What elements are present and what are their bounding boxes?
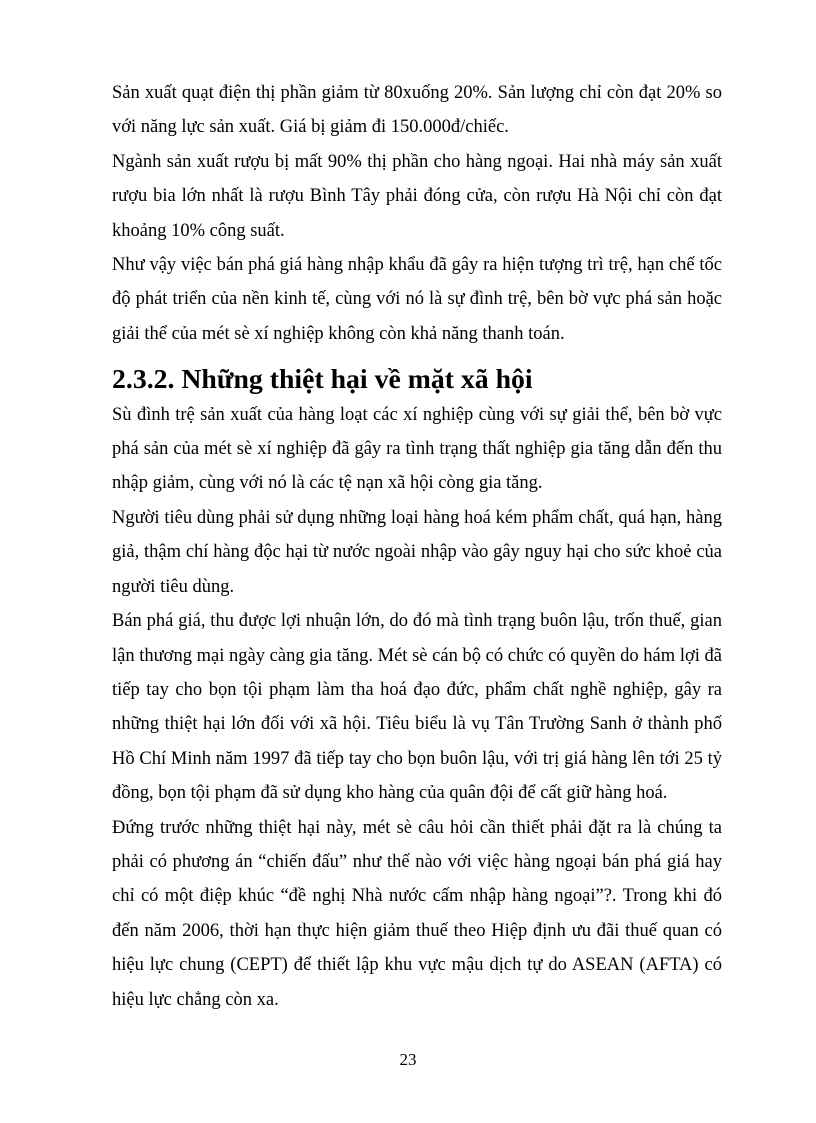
paragraph-smuggling: Bán phá giá, thu được lợi nhuận lớn, do đó mà tình trạng buôn lậu, trốn thuế, gian lận thương mại ngày càng gia tăng. Mét sè cán bộ có chức có quyền do hám lợi đã tiếp tay cho bọn tội phạm làm tha hoá đạo đức, phẩm chất nghề nghiệp, gây ra những thiệt hại lớn đối với xã hội. Tiêu biểu là vụ Tân Trường Sanh ở thành phố Hồ Chí Minh năm 1997 đã tiếp tay cho bọn buôn lậu, với trị giá hàng lên tới 25 tỷ đồng, bọn tội phạm đã sử dụng kho hàng của quân đội để cất giữ hàng hoá. [112, 611, 722, 804]
paragraph-fan-production: Sản xuất quạt điện thị phần giảm từ 80xuống 20%. Sản lượng chỉ còn đạt 20% so với năng lực sản xuất. Giá bị giảm đi 150.000đ/chiếc. [112, 83, 722, 138]
paragraph-economic-stagnation: Như vậy việc bán phá giá hàng nhập khẩu đã gây ra hiện tượng trì trệ, hạn chế tốc độ phát triển của nền kinh tế, cùng với nó là sự đình trệ, bên bờ vực phá sản hoặc giải thể của mét sè xí nghiệp không còn khả năng thanh toán. [112, 255, 722, 344]
page-number: 23 [399, 1050, 417, 1069]
paragraph-alcohol-industry: Ngành sản xuất rượu bị mất 90% thị phần cho hàng ngoại. Hai nhà máy sản xuất rượu bia lớn nhất là rượu Bình Tây phải đóng cửa, còn rượu Hà Nội chỉ còn đạt khoảng 10% công suất. [112, 151, 722, 241]
section-heading-social-damage: 2.3.2. Những thiệt hại về mặt xã hội [112, 364, 533, 396]
paragraph-consumer-harm: Người tiêu dùng phải sử dụng những loại hàng hoá kém phẩm chất, quá hạn, hàng giả, thậm chí hàng độc hại từ nước ngoài nhập vào gây nguy hại cho sức khoẻ của người tiêu dùng. [112, 507, 722, 597]
page-body [112, 76, 722, 1017]
paragraph-questions: Đứng trước những thiệt hại này, mét sè câu hỏi cần thiết phải đặt ra là chúng ta phải có phương án “chiến đấu” như thế nào với việc hàng ngoại bán phá giá hay chỉ có một điệp khúc “đề nghị Nhà nước cấm nhập hàng ngoại”?. Trong khi đó đến năm 2006, thời hạn thực hiện giảm thuế theo Hiệp định ưu đãi thuế quan có hiệu lực chung (CEPT) để thiết lập khu vực mậu dịch tự do ASEAN (AFTA) có hiệu lực chẳng còn xa. [112, 817, 722, 1010]
paragraph-unemployment: Sù đình trệ sản xuất của hàng loạt các xí nghiệp cùng với sự giải thể, bên bờ vực phá sản của mét sè xí nghiệp đã gây ra tình trạng thất nghiệp gia tăng dẫn đến thu nhập giảm, cùng với nó là các tệ nạn xã hội còng gia tăng. [112, 404, 722, 494]
